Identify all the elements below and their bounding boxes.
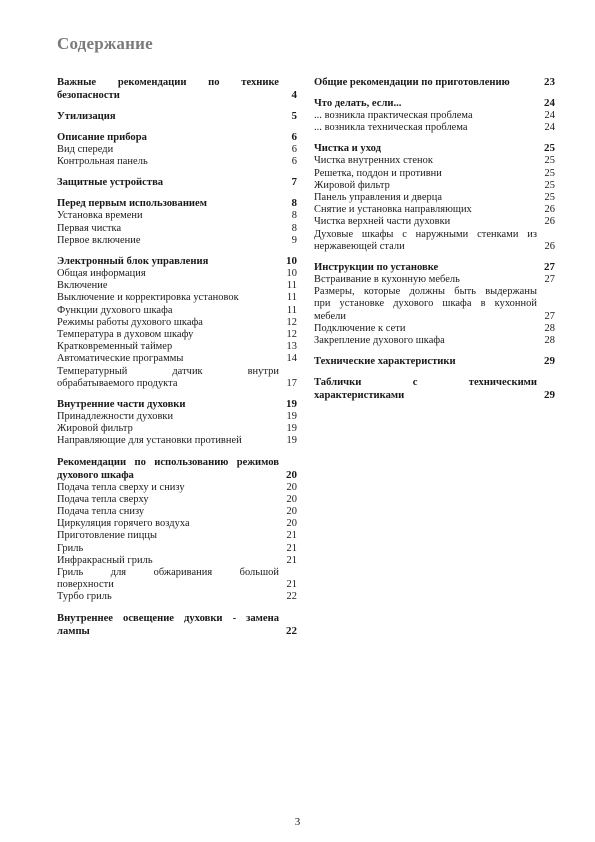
toc-page-number: 26: [544, 204, 555, 216]
toc-label: мебели: [314, 310, 346, 322]
toc-label: Духовые шкафы с наружными стенками из: [314, 228, 537, 240]
toc-section: [57, 612, 297, 638]
toc-label: Жировой фильтр: [57, 423, 133, 435]
toc-section: [57, 456, 297, 604]
toc-page-number: 24: [544, 122, 555, 134]
toc-page-number: 25: [544, 155, 555, 167]
toc-section: [57, 131, 297, 168]
toc-page-number: 4: [291, 89, 297, 101]
toc-page-number: 25: [544, 179, 555, 191]
toc-label: Температура в духовом шкафу: [57, 329, 194, 341]
toc-entry[interactable]: [57, 506, 297, 518]
toc-label: Чистка верхней части духовки: [314, 216, 451, 228]
toc-label: Внутренние части духовки: [57, 399, 186, 411]
toc-heading[interactable]: [314, 389, 555, 402]
toc-label: Общая информация: [57, 268, 146, 280]
toc-heading[interactable]: [57, 456, 297, 469]
toc-entry[interactable]: [314, 323, 555, 335]
toc-label: Температурный датчик внутри: [57, 365, 279, 377]
toc-entry[interactable]: [57, 530, 297, 542]
toc-page-number: 20: [286, 493, 297, 505]
toc-entry[interactable]: [314, 298, 555, 310]
toc-entry[interactable]: [57, 268, 297, 280]
toc-label: Размеры, которые должны быть выдержаны: [314, 286, 537, 298]
toc-page-number: 20: [286, 481, 297, 493]
toc-label: Электронный блок управления: [57, 256, 209, 268]
toc-label: Встраивание в кухонную мебель: [314, 274, 460, 286]
toc-label: Циркуляция горячего воздуха: [57, 518, 190, 530]
toc-section: [314, 261, 555, 347]
toc-entry[interactable]: [314, 335, 555, 347]
toc-page-number: 9: [291, 234, 297, 246]
toc-label: лампы: [57, 625, 90, 637]
toc-entry[interactable]: [314, 122, 555, 134]
toc-page-number: 19: [286, 398, 297, 411]
toc-label: Инфракрасный гриль: [57, 554, 153, 566]
toc-label: обрабатываемого продукта: [57, 377, 178, 389]
toc-heading[interactable]: [314, 142, 555, 155]
toc-label: Панель управления и дверца: [314, 192, 443, 204]
toc-heading[interactable]: [314, 355, 555, 368]
toc-label: безопасности: [57, 90, 120, 101]
toc-entry[interactable]: [314, 180, 555, 192]
toc-page-number: 25: [544, 167, 555, 179]
toc-entry[interactable]: [314, 216, 555, 228]
toc-page-number: 25: [544, 192, 555, 204]
toc-section: [57, 76, 297, 102]
toc-page-number: 21: [286, 542, 297, 554]
toc-page-number: 28: [544, 322, 555, 334]
toc-label: Технические характеристики: [314, 356, 456, 368]
toc-entry[interactable]: [314, 274, 555, 286]
toc-entry[interactable]: [57, 555, 297, 567]
toc-heading[interactable]: [57, 469, 297, 482]
toc-entry[interactable]: [57, 435, 297, 447]
toc-label: Чистка внутренних стенок: [314, 155, 433, 167]
toc-label: Внутреннее освещение духовки - замена: [57, 612, 279, 624]
toc-label: Подключение к сети: [314, 322, 406, 334]
toc-label: Защитные устройства: [57, 177, 164, 189]
toc-entry[interactable]: [57, 223, 297, 235]
toc-right-column: [314, 76, 555, 410]
toc-label: Закрепление духового шкафа: [314, 335, 445, 347]
toc-entry[interactable]: [314, 241, 555, 253]
toc-heading[interactable]: [314, 261, 555, 274]
toc-heading[interactable]: [57, 110, 297, 123]
toc-entry[interactable]: [314, 286, 555, 298]
toc-page-number: 24: [544, 110, 555, 121]
toc-label: Контрольная панель: [57, 156, 148, 168]
toc-page-number: 11: [286, 280, 297, 292]
toc-label: Принадлежности духовки: [57, 411, 174, 423]
toc-heading[interactable]: [57, 398, 297, 411]
toc-page-number: 27: [544, 274, 555, 286]
toc-page-number: 10: [286, 255, 297, 268]
toc-page-number: 20: [286, 518, 297, 530]
toc-page-number: 20: [286, 468, 297, 481]
toc-label: Выключение и корректировка установок: [57, 292, 239, 304]
toc-entry[interactable]: [57, 543, 297, 555]
toc-entry[interactable]: [57, 423, 297, 435]
toc-label: духового шкафа: [57, 469, 134, 481]
toc-label: характеристиками: [314, 390, 405, 402]
toc-entry[interactable]: [57, 494, 297, 506]
toc-heading[interactable]: [314, 97, 555, 110]
toc-entry[interactable]: [57, 317, 297, 329]
toc-section: [57, 255, 297, 390]
toc-heading[interactable]: [57, 76, 297, 89]
toc-entry[interactable]: [314, 110, 555, 122]
toc-label: Инструкции по установке: [314, 262, 439, 274]
toc-label: ... возникла техническая проблема: [314, 122, 468, 134]
toc-entry[interactable]: [314, 155, 555, 167]
toc-label: Первое включение: [57, 234, 141, 246]
toc-page-number: 22: [286, 624, 297, 637]
toc-heading[interactable]: [57, 255, 297, 268]
toc-entry[interactable]: [57, 411, 297, 423]
toc-entry[interactable]: [314, 192, 555, 204]
toc-heading[interactable]: [57, 625, 297, 638]
toc-label: Функции духового шкафа: [57, 304, 173, 316]
toc-page-number: 17: [286, 377, 297, 389]
toc-entry[interactable]: [57, 280, 297, 292]
toc-entry[interactable]: [57, 353, 297, 365]
toc-page-number: 10: [286, 268, 297, 280]
page-number: 3: [294, 816, 301, 828]
toc-page-number: 26: [544, 216, 555, 228]
toc-page-number: 19: [286, 411, 297, 423]
toc-label: Установка времени: [57, 210, 143, 222]
toc-page-number: 7: [291, 176, 297, 189]
toc-label: Что делать, если...: [314, 98, 402, 109]
toc-entry[interactable]: [314, 204, 555, 216]
toc-entry[interactable]: [57, 235, 297, 247]
toc-section: [314, 97, 555, 134]
toc-page-number: 11: [286, 292, 297, 304]
toc-label: Утилизация: [57, 111, 116, 122]
toc-page-number: 22: [286, 591, 297, 603]
toc-entry[interactable]: [57, 482, 297, 494]
toc-label: Кратковременный таймер: [57, 341, 173, 353]
toc-label: Включение: [57, 280, 108, 292]
toc-heading[interactable]: [314, 376, 555, 389]
toc-label: Жировой фильтр: [314, 179, 390, 191]
toc-label: Гриль для обжаривания большой: [57, 567, 279, 579]
toc-section: [314, 76, 555, 89]
toc-heading[interactable]: [57, 131, 297, 144]
toc-label: Гриль: [57, 542, 84, 554]
toc-label: Важные рекомендации по технике: [57, 77, 279, 88]
toc-section: [57, 176, 297, 189]
toc-page-number: 13: [286, 341, 297, 353]
toc-section: [57, 110, 297, 123]
toc-label: Вид спереди: [57, 144, 114, 155]
toc-page-number: 12: [286, 329, 297, 341]
toc-label: Снятие и установка направляющих: [314, 204, 472, 216]
toc-page-number: 27: [544, 310, 555, 322]
toc-page-number: 21: [286, 554, 297, 566]
toc-label: при установке духового шкафа в кухонной: [314, 298, 537, 310]
toc-label: Рекомендации по использованию режимов: [57, 456, 279, 468]
toc-label: Автоматические программы: [57, 353, 184, 365]
toc-left-column: [57, 76, 297, 646]
toc-label: Чистка и уход: [314, 143, 381, 155]
toc-entry[interactable]: [314, 311, 555, 323]
toc-page-number: 5: [291, 110, 297, 122]
toc-entry[interactable]: [57, 329, 297, 341]
toc-label: Общие рекомендации по приготовлению: [314, 77, 510, 88]
toc-page-number: 21: [286, 530, 297, 542]
toc-section: [57, 398, 297, 448]
toc-section: [57, 197, 297, 247]
toc-heading[interactable]: [57, 612, 297, 625]
toc-section: [314, 142, 555, 253]
toc-entry[interactable]: [57, 341, 297, 353]
toc-page-number: 6: [291, 144, 297, 155]
toc-page-number: 20: [286, 506, 297, 518]
toc-page-number: 21: [286, 579, 297, 591]
toc-page-number: 25: [544, 142, 555, 155]
toc-page-number: 8: [291, 210, 297, 222]
toc-page-number: 6: [291, 131, 297, 143]
toc-page-number: 11: [286, 304, 297, 316]
toc-label: Решетка, поддон и противни: [314, 167, 442, 179]
toc-label: Подача тепла сверху: [57, 493, 149, 505]
toc-entry[interactable]: [57, 591, 297, 603]
toc-label: Режимы работы духового шкафа: [57, 316, 203, 328]
toc-entry[interactable]: [57, 378, 297, 390]
toc-label: Подача тепла сверху и снизу: [57, 481, 185, 493]
toc-page-number: 26: [544, 240, 555, 252]
toc-heading[interactable]: [314, 76, 555, 89]
toc-page-number: 29: [544, 389, 555, 402]
toc-heading[interactable]: [57, 197, 297, 210]
toc-page-number: 14: [286, 353, 297, 365]
toc-page-number: 24: [544, 97, 555, 109]
toc-page-number: 6: [291, 156, 297, 168]
toc-label: Приготовление пиццы: [57, 530, 157, 542]
toc-section: [314, 376, 555, 402]
toc-section: [314, 355, 555, 368]
toc-entry[interactable]: [57, 366, 297, 378]
toc-label: поверхности: [57, 579, 114, 591]
toc-page-number: 23: [544, 76, 555, 88]
toc-label: Подача тепла снизу: [57, 506, 145, 518]
toc-heading[interactable]: [57, 89, 297, 102]
toc-page-number: 8: [291, 222, 297, 234]
toc-label: нержавеющей стали: [314, 240, 405, 252]
toc-entry[interactable]: [57, 579, 297, 591]
page-title: Содержание: [57, 34, 153, 53]
toc-entry[interactable]: [314, 168, 555, 180]
toc-page-number: 19: [286, 435, 297, 447]
toc-label: Таблички с техническими: [314, 377, 537, 389]
toc-page-number: 28: [544, 335, 555, 347]
toc-entry[interactable]: [57, 567, 297, 579]
toc-label: Описание прибора: [57, 132, 147, 143]
toc-entry[interactable]: [57, 518, 297, 530]
toc-entry[interactable]: [57, 210, 297, 222]
toc-entry[interactable]: [57, 156, 297, 168]
toc-entry[interactable]: [57, 305, 297, 317]
toc-label: Турбо гриль: [57, 591, 112, 603]
toc-label: Направляющие для установки противней: [57, 435, 242, 447]
toc-page-number: 19: [286, 423, 297, 435]
toc-page-number: 8: [291, 197, 297, 210]
toc-page-number: 12: [286, 316, 297, 328]
toc-entry[interactable]: [57, 292, 297, 304]
toc-page-number: 29: [544, 355, 555, 368]
toc-label: Первая чистка: [57, 222, 122, 234]
toc-entry[interactable]: [314, 229, 555, 241]
toc-entry[interactable]: [57, 144, 297, 156]
toc-heading[interactable]: [57, 176, 297, 189]
toc-label: ... возникла практическая проблема: [314, 110, 473, 121]
toc-page-number: 27: [544, 261, 555, 274]
toc-label: Перед первым использованием: [57, 198, 207, 210]
